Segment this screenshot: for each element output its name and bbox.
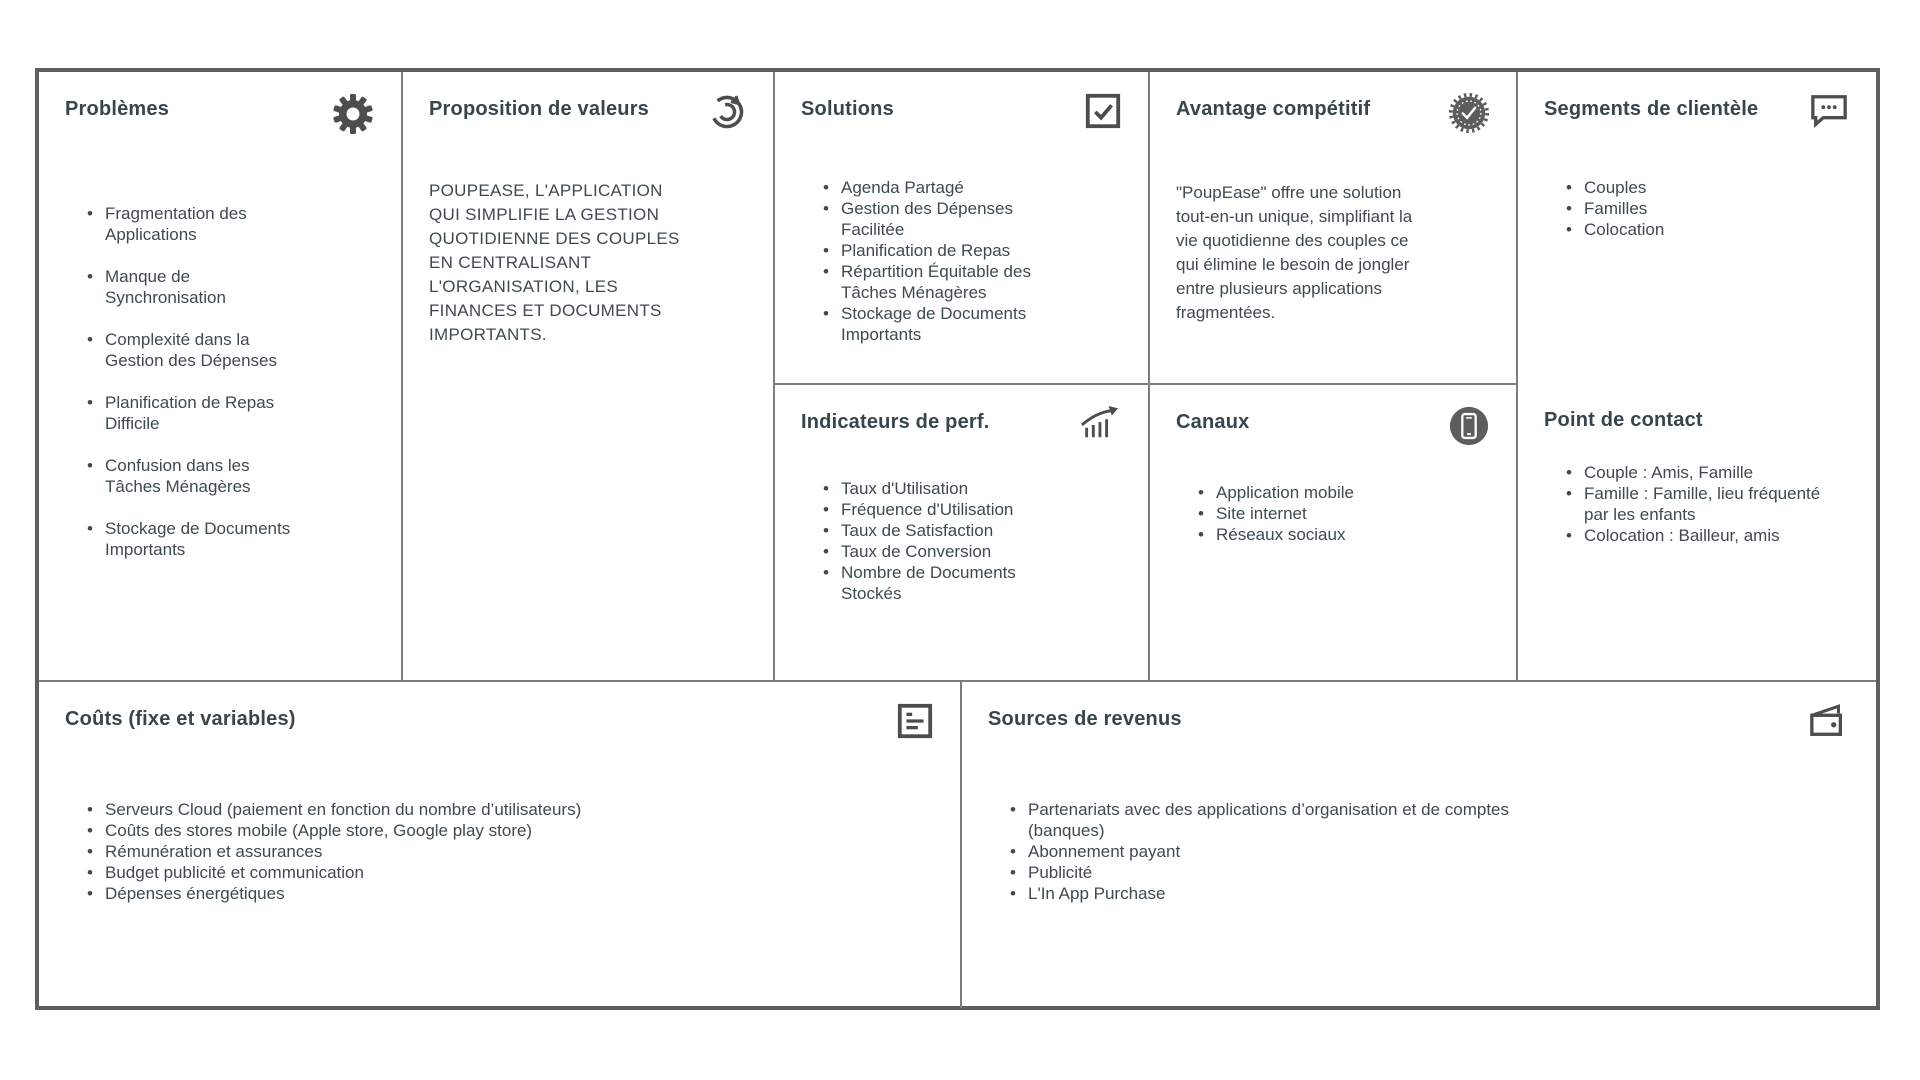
- list-item: • Manque de Synchronisation: [85, 266, 300, 308]
- list-item: • Stockage de Documents Importants: [85, 518, 300, 560]
- section-revenue-header: [988, 708, 1850, 745]
- list-item: • Famille : Famille, lieu fréquenté par les enfants: [1564, 483, 1834, 525]
- canvas-bottom-row: [39, 680, 1876, 1008]
- list-item: • Partenariats avec des applications d’organisation et de comptes (banques): [1008, 799, 1588, 841]
- section-channels: [1150, 383, 1518, 680]
- list-item: • Planification de Repas: [821, 240, 1046, 261]
- section-problems-header: [65, 98, 375, 141]
- speech-bubble-icon: [1808, 92, 1850, 135]
- list-item: • Couple : Amis, Famille: [1564, 462, 1834, 483]
- badge-check-icon: [1448, 92, 1490, 139]
- section-customer-segments: [1518, 72, 1876, 383]
- section-channels-title: Canaux: [1176, 411, 1250, 433]
- list-item: • Familles: [1564, 198, 1850, 219]
- section-value-proposition: [403, 72, 775, 680]
- list-item: • Couples: [1564, 177, 1850, 198]
- solutions-list: [801, 177, 1122, 345]
- list-item: • Stockage de Documents Importants: [821, 303, 1046, 345]
- list-item: • Application mobile: [1196, 482, 1456, 503]
- section-competitive-advantage: [1150, 72, 1518, 383]
- list-item: • Gestion des Dépenses Facilitée: [821, 198, 1046, 240]
- list-item: • Planification de Repas Difficile: [85, 392, 300, 434]
- section-costs-title: Coûts (fixe et variables): [65, 708, 296, 730]
- section-revenue-title: Sources de revenus: [988, 708, 1182, 730]
- list-item: • Fragmentation des Applications: [85, 203, 300, 245]
- smartphone-icon: [1448, 405, 1490, 452]
- section-kpi-title: Indicateurs de perf.: [801, 411, 990, 433]
- list-item: • Colocation : Bailleur, amis: [1564, 525, 1834, 546]
- list-item: • Fréquence d'Utilisation: [821, 499, 1041, 520]
- segments-list: [1544, 177, 1850, 240]
- section-segments-header: [1544, 98, 1850, 135]
- section-revenue: [962, 682, 1876, 1008]
- section-problems-title: Problèmes: [65, 98, 170, 120]
- section-kpi-header: [801, 411, 1122, 448]
- section-advantage-header: [1176, 98, 1490, 139]
- list-item: • Agenda Partagé: [821, 177, 1046, 198]
- channels-list: [1176, 482, 1490, 545]
- list-item: • Confusion dans les Tâches Ménagères: [85, 455, 300, 497]
- section-value-title: Proposition de valeurs: [429, 98, 650, 120]
- list-item: • Répartition Équitable des Tâches Ménagères: [821, 261, 1046, 303]
- donut-chart-icon: [707, 92, 747, 137]
- list-item: • Dépenses énergétiques: [85, 883, 934, 904]
- list-item: • Réseaux sociaux: [1196, 524, 1456, 545]
- list-item: • Site internet: [1196, 503, 1456, 524]
- contact-list: [1544, 462, 1850, 546]
- value-proposition-text: POUPEASE, L'APPLICATION QUI SIMPLIFIE LA GESTION QUOTIDIENNE DES COUPLES EN CENTRALISANT L'ORGANISATION, LES FINANCES ET DOCUMENTS IMPORTANTS.: [429, 181, 680, 344]
- list-item: • L'In App Purchase: [1008, 883, 1588, 904]
- canvas-top-row: [39, 72, 1876, 680]
- section-solutions: [775, 72, 1150, 383]
- list-item: • Taux de Satisfaction: [821, 520, 1041, 541]
- checkbox-icon: [1084, 92, 1122, 135]
- section-advantage-title: Avantage compétitif: [1176, 98, 1371, 120]
- section-channels-header: [1176, 411, 1490, 452]
- competitive-advantage-text: "PoupEase" offre une solution tout-en-un unique, simplifiant la vie quotidienne des couples ce qui élimine le besoin de jongler entre plusieurs applications fragmentées.: [1176, 183, 1413, 322]
- wallet-icon: [1806, 702, 1850, 745]
- growth-chart-icon: [1076, 405, 1122, 448]
- gear-icon: [331, 92, 375, 141]
- section-solutions-title: Solutions: [801, 98, 894, 120]
- section-contact-header: [1544, 409, 1850, 432]
- section-segments-title: Segments de clientèle: [1544, 98, 1759, 120]
- list-item: • Budget publicité et communication: [85, 862, 934, 883]
- problems-list: [65, 203, 375, 560]
- section-key-metrics: [775, 383, 1150, 680]
- list-item: • Coûts des stores mobile (Apple store, Google play store): [85, 820, 934, 841]
- list-item: • Taux d'Utilisation: [821, 478, 1041, 499]
- list-item: • Rémunération et assurances: [85, 841, 934, 862]
- section-value-header: [429, 98, 747, 137]
- revenue-list: [988, 799, 1850, 904]
- document-icon: [896, 702, 934, 745]
- list-item: • Complexité dans la Gestion des Dépenses: [85, 329, 300, 371]
- list-item: • Serveurs Cloud (paiement en fonction du nombre d’utilisateurs): [85, 799, 934, 820]
- list-item: • Taux de Conversion: [821, 541, 1041, 562]
- section-costs-header: [65, 708, 934, 745]
- section-contact-title: Point de contact: [1544, 409, 1703, 431]
- lean-canvas: [35, 68, 1880, 1010]
- section-problems: [39, 72, 403, 680]
- section-costs: [39, 682, 962, 1008]
- list-item: • Nombre de Documents Stockés: [821, 562, 1041, 604]
- kpi-list: [801, 478, 1122, 604]
- list-item: • Colocation: [1564, 219, 1850, 240]
- section-solutions-header: [801, 98, 1122, 135]
- costs-list: [65, 799, 934, 904]
- list-item: • Abonnement payant: [1008, 841, 1588, 862]
- list-item: • Publicité: [1008, 862, 1588, 883]
- section-contact-points: [1518, 383, 1876, 680]
